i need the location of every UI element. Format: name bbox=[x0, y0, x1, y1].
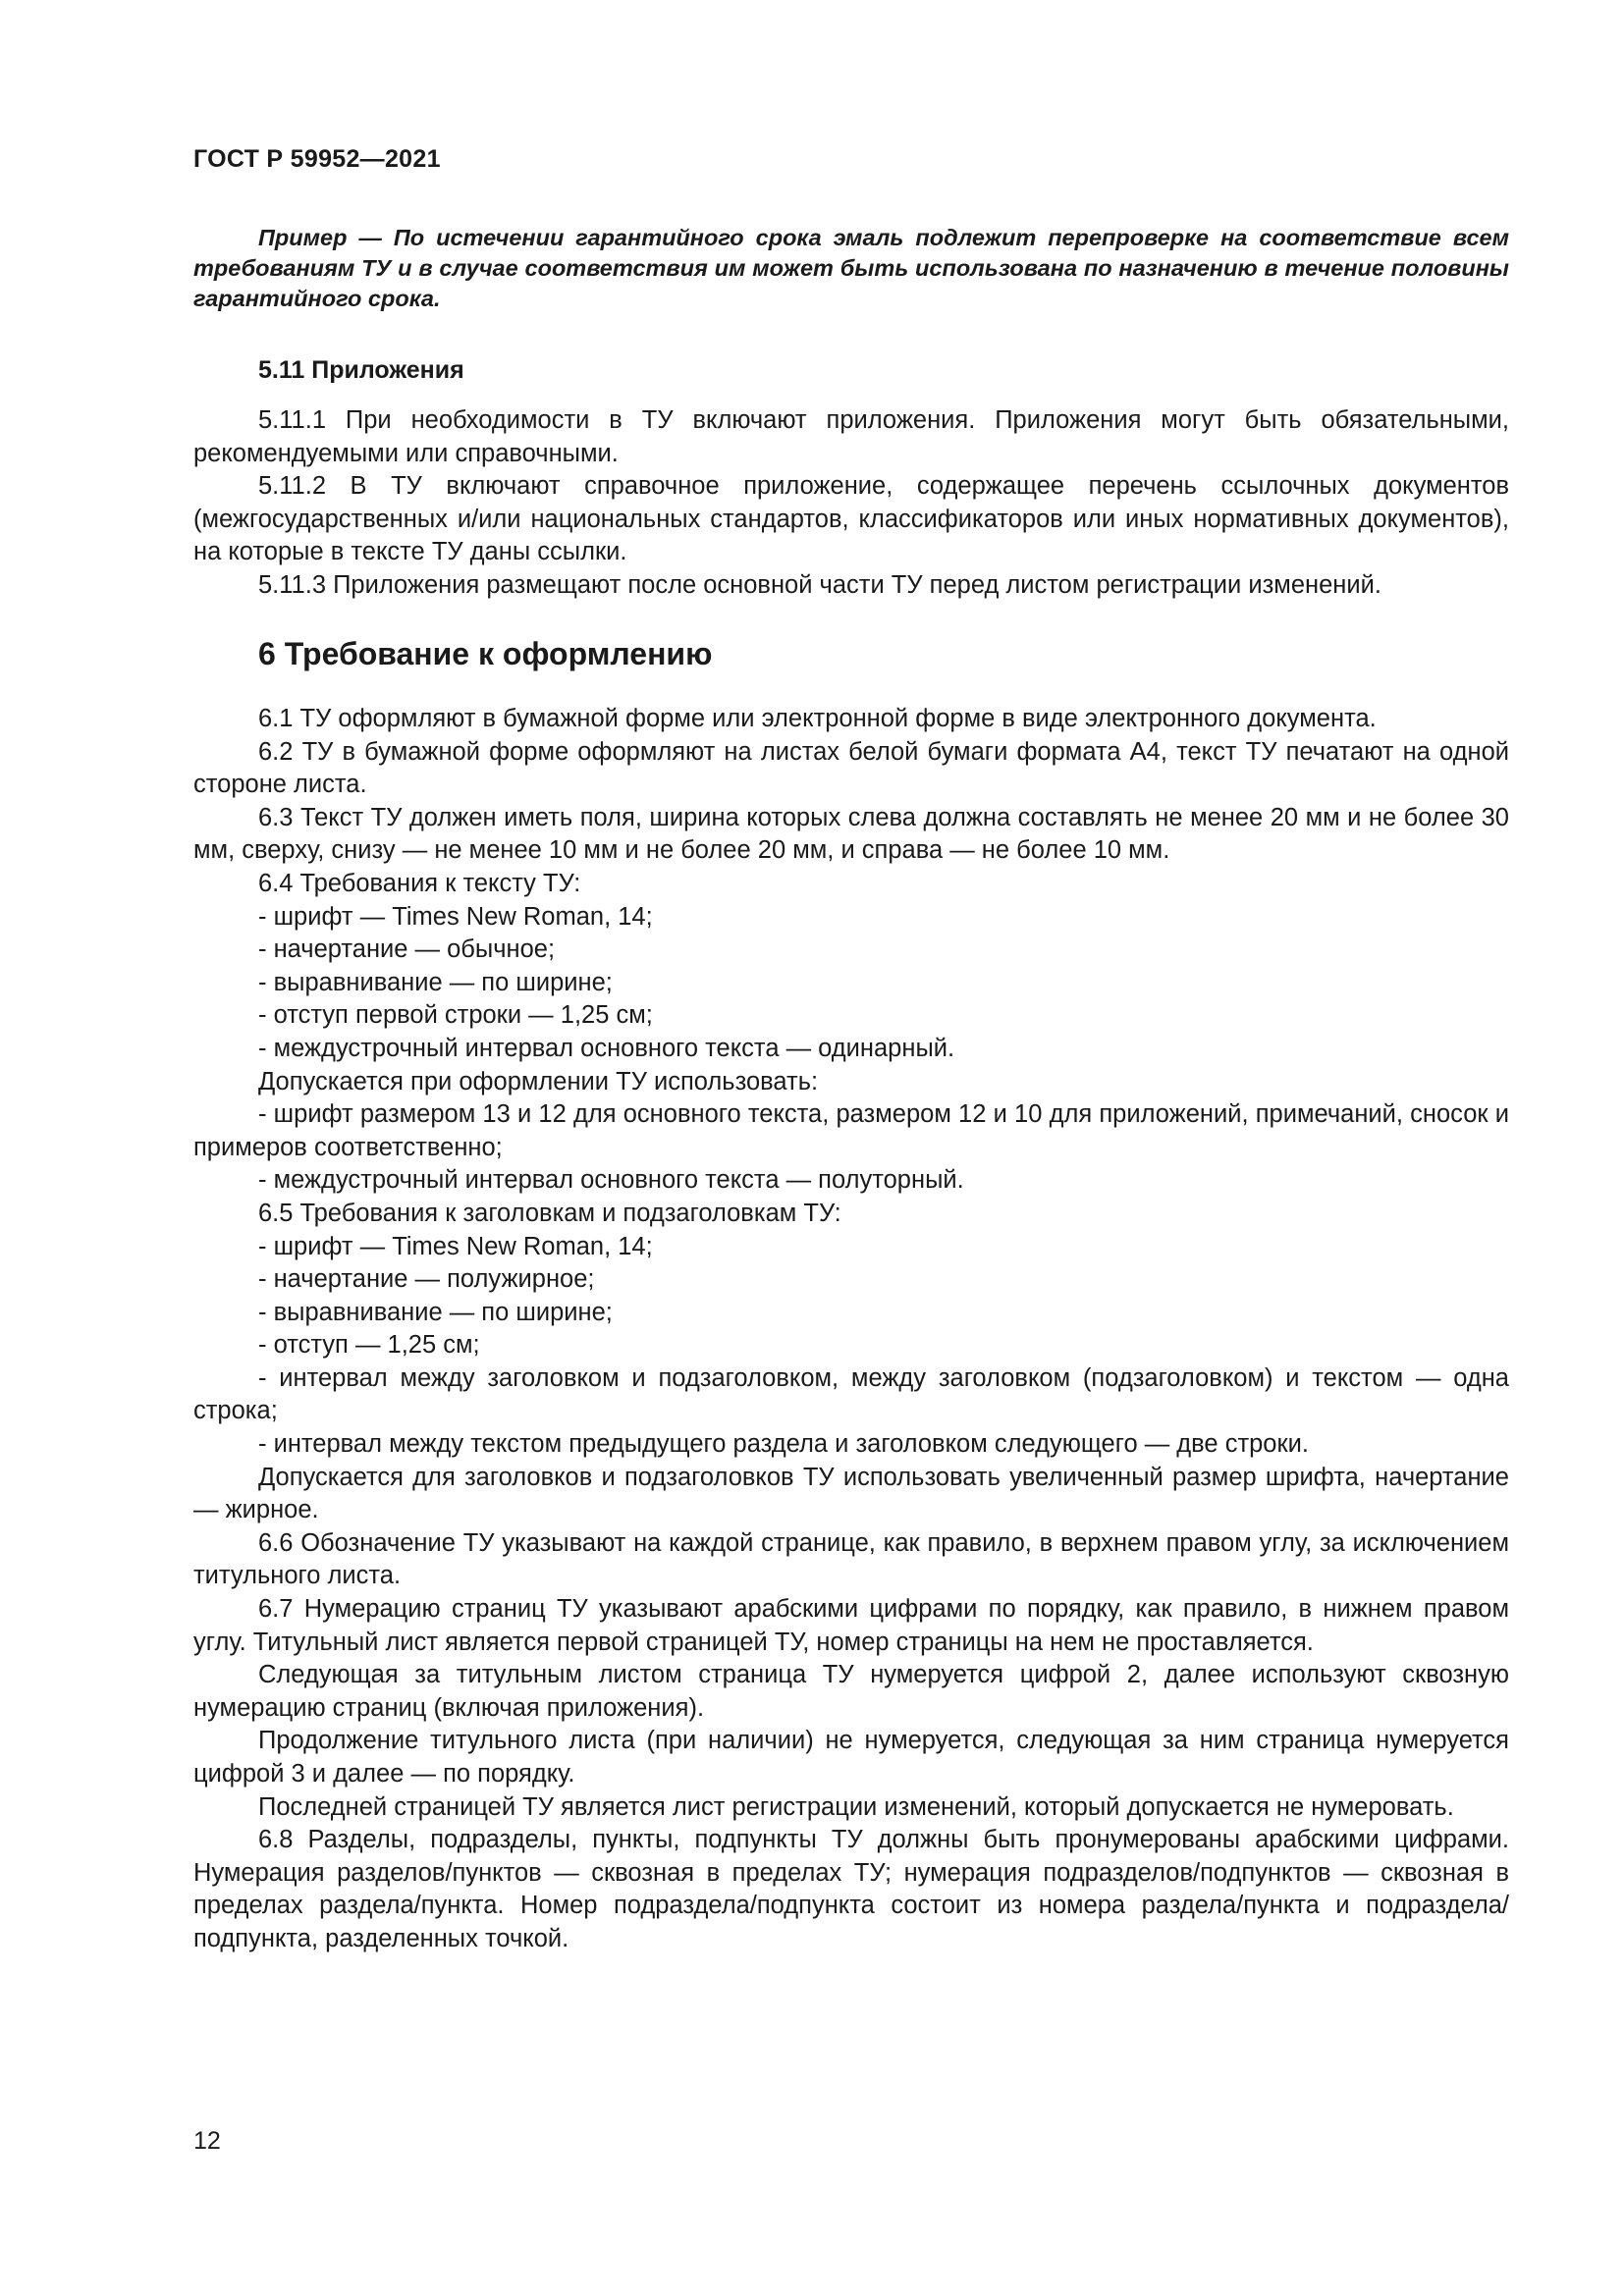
list-item: - интервал между текстом предыдущего раздела и заголовком следующего — две строки. bbox=[258, 1430, 1309, 1459]
list-item: - шрифт — Times New Roman, 14; bbox=[258, 1232, 653, 1260]
list-item: - отступ первой строки — 1,25 см; bbox=[258, 1001, 653, 1030]
paragraph-6-3: 6.3 Текст ТУ должен иметь поля, ширина которых слева должна составлять не менее 20 мм и не более 30 мм, сверху, снизу — не менее 10 мм и не более 20 мм, и справа — не более 10 мм. bbox=[193, 803, 1509, 865]
paragraph-title-continuation: Продолжение титульного листа (при наличии) не нумеруется, следующая за ним страница нумеруется цифрой 3 и далее — по порядку. bbox=[193, 1727, 1509, 1788]
paragraph-5-11-2: 5.11.2 В ТУ включают справочное приложение, содержащее перечень ссылочных документов (межгосударственных и/или национальных стандартов, классификаторов или иных нормативных документов), на которые в тексте ТУ даны ссылки. bbox=[193, 472, 1509, 566]
list-item: - шрифт — Times New Roman, 14; bbox=[258, 902, 653, 931]
example-note: Пример — По истечении гарантийного срока эмаль подлежит перепроверке на соответствие всем требованиям ТУ и в случае соответствия им может быть использована по назначению в течение половины гарантийного срока. bbox=[193, 225, 1509, 311]
paragraph-5-11-1: 5.11.1 При необходимости в ТУ включают приложения. Приложения могут быть обязательными, рекомендуемыми или справочными. bbox=[193, 406, 1509, 467]
document-code-header: ГОСТ Р 59952—2021 bbox=[193, 145, 441, 173]
list-item: - выравнивание — по ширине; bbox=[258, 968, 613, 996]
paragraph-6-6: 6.6 Обозначение ТУ указывают на каждой странице, как правило, в верхнем правом углу, за исключением титульного листа. bbox=[193, 1528, 1509, 1590]
section-6-body bbox=[193, 703, 1509, 1956]
list-item: - шрифт размером 13 и 12 для основного текста, размером 12 и 10 для приложений, примечаний, сносок и примеров соответственно; bbox=[193, 1100, 1509, 1161]
list-item: - междустрочный интервал основного текста — одинарный. bbox=[258, 1034, 955, 1062]
list-item: - выравнивание — по ширине; bbox=[258, 1298, 613, 1326]
paragraph-allowance-headings: Допускается для заголовков и подзаголовков ТУ использовать увеличенный размер шрифта, начертание — жирное. bbox=[193, 1463, 1509, 1524]
paragraph-6-7: 6.7 Нумерацию страниц ТУ указывают арабскими цифрами по порядку, как правило, в нижнем правом углу. Титульный лист является первой страницей ТУ, номер страницы на нем не проставляется. bbox=[193, 1595, 1509, 1656]
paragraph-6-8: 6.8 Разделы, подразделы, пункты, подпункты ТУ должны быть пронумерованы арабскими цифрами. Нумерация разделов/пунктов — сквозная в пределах ТУ; нумерация подразделов/подпунктов — сквозная в пределах раздела/пункта. Номер подраздела/подпункта состоит из номера раздела/пункта и подраздела/подпункта, разделенных точкой. bbox=[193, 1826, 1509, 1952]
paragraph-page-numbering: Следующая за титульным листом страница ТУ нумеруется цифрой 2, далее используют сквозную нумерацию страниц (включая приложения). bbox=[193, 1661, 1509, 1722]
page-number: 12 bbox=[193, 2127, 221, 2155]
paragraph-6-1: 6.1 ТУ оформляют в бумажной форме или электронной форме в виде электронного документа. bbox=[258, 705, 1377, 732]
list-item: - междустрочный интервал основного текста — полуторный. bbox=[258, 1166, 964, 1195]
list-item: - отступ — 1,25 см; bbox=[258, 1331, 480, 1360]
paragraph-5-11-3: 5.11.3 Приложения размещают после основной части ТУ перед листом регистрации изменений. bbox=[258, 570, 1381, 599]
subsection-title-5-11: 5.11 Приложения bbox=[258, 356, 464, 384]
section-title-6: 6 Требование к оформлению bbox=[258, 636, 713, 671]
paragraph-6-5: 6.5 Требования к заголовкам и подзаголовкам ТУ: bbox=[258, 1199, 841, 1227]
paragraph-6-4: 6.4 Требования к тексту ТУ: bbox=[258, 869, 581, 897]
paragraph-allowance-text: Допускается при оформлении ТУ использовать: bbox=[258, 1067, 819, 1095]
list-item: - интервал между заголовком и подзаголовком, между заголовком (подзаголовком) и текстом — одна строка; bbox=[193, 1363, 1509, 1425]
paragraph-last-page: Последней страницей ТУ является лист регистрации изменений, который допускается не нумеровать. bbox=[258, 1792, 1454, 1821]
list-item: - начертание — полужирное; bbox=[258, 1265, 595, 1294]
paragraph-6-2: 6.2 ТУ в бумажной форме оформляют на листах белой бумаги формата А4, текст ТУ печатают на одной стороне листа. bbox=[193, 737, 1509, 799]
list-item: - начертание — обычное; bbox=[258, 935, 556, 964]
subsection-5-11-body bbox=[193, 404, 1509, 603]
